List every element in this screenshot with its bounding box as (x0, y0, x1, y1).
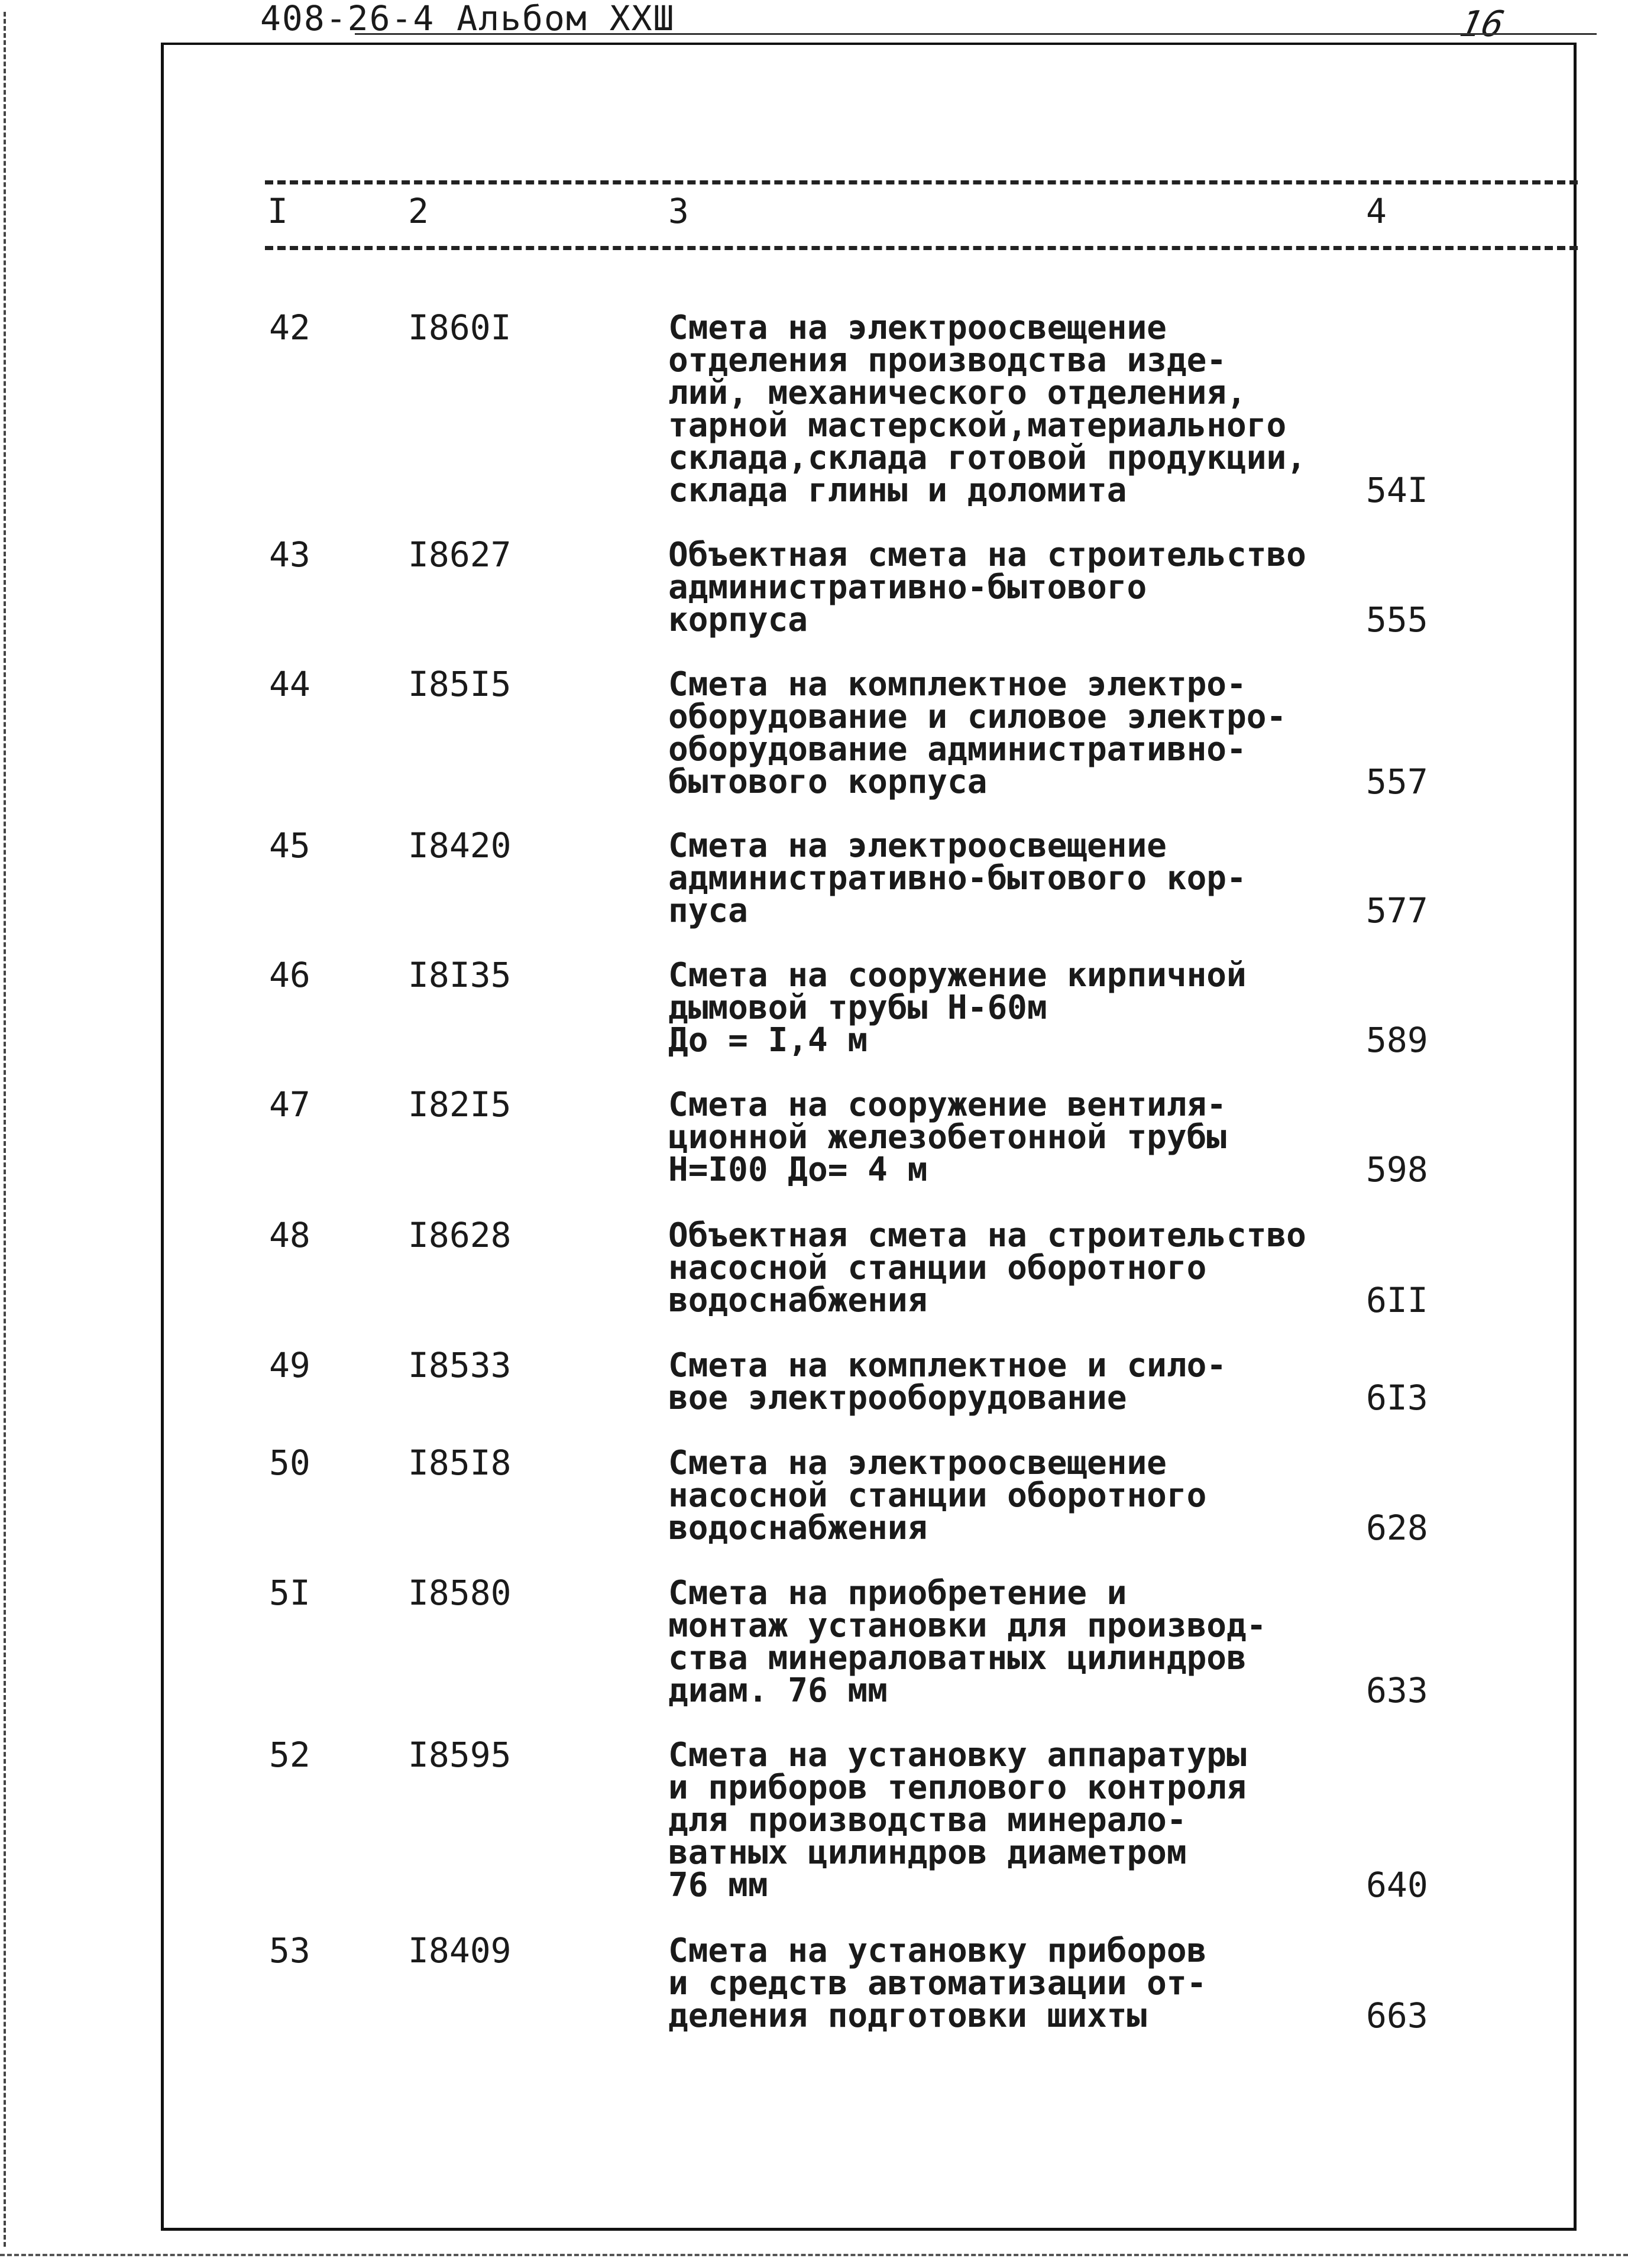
estimate-description: Смета на комплектное электро- оборудование и силовое электро- оборудование административно- бытового корпуса (668, 665, 1287, 801)
page-reference: 557 (1366, 762, 1428, 802)
column-header-1: I (267, 191, 288, 231)
page-reference: 54I (1366, 470, 1428, 510)
estimate-code: I85I5 (408, 664, 512, 704)
row-number: 53 (269, 1930, 310, 1971)
estimate-description: Смета на электроосвещение насосной станции оборотного водоснабжения (668, 1444, 1207, 1547)
estimate-code: I8580 (408, 1573, 512, 1613)
estimate-code: I8409 (408, 1930, 512, 1971)
estimate-code: I82I5 (408, 1084, 512, 1125)
estimate-description: Объектная смета на строительство насосной станции оборотного водоснабжения (668, 1216, 1306, 1320)
row-number: 43 (269, 534, 310, 575)
page-reference: 555 (1366, 600, 1428, 640)
page-reference: 633 (1366, 1670, 1428, 1710)
page-reference: 6I3 (1366, 1378, 1428, 1418)
estimate-description: Смета на приобретение и монтаж установки для производ- ства минераловатных цилиндров диам. 76 мм (668, 1574, 1267, 1710)
page-reference: 640 (1366, 1865, 1428, 1905)
row-number: 49 (269, 1345, 310, 1385)
estimate-description: Смета на установку аппаратуры и приборов теплового контроля для производства минерало- ватных цилиндров диаметром 76 мм (668, 1736, 1247, 1904)
table-top-rule (265, 180, 1578, 184)
bottom-edge-dashes (0, 2254, 1628, 2256)
row-number: 5I (269, 1573, 310, 1613)
estimate-code: I8533 (408, 1345, 512, 1385)
column-header-2: 2 (408, 191, 429, 231)
album-reference: 408-26-4 Альбом ХХШ (260, 0, 675, 38)
estimate-description: Объектная смета на строительство административно-бытового корпуса (668, 536, 1306, 639)
estimate-code: I8I35 (408, 955, 512, 995)
estimate-code: I8627 (408, 534, 512, 575)
estimate-code: I8628 (408, 1215, 512, 1255)
page-reference: 577 (1366, 890, 1428, 931)
row-number: 46 (269, 955, 310, 995)
column-header-3: 3 (668, 191, 689, 231)
estimate-description: Смета на сооружение вентиля- ционной железобетонной трубы Н=I00 До= 4 м (668, 1086, 1227, 1189)
estimate-code: I8420 (408, 825, 512, 866)
header-rule (355, 33, 1597, 35)
sheet-number: 16 (1456, 4, 1508, 45)
estimate-description: Смета на сооружение кирпичной дымовой трубы Н-60м До = I,4 м (668, 956, 1247, 1060)
estimate-description: Смета на комплектное и сило- вое электрооборудование (668, 1346, 1227, 1417)
estimate-code: I8595 (408, 1735, 512, 1775)
column-header-4: 4 (1366, 191, 1387, 231)
row-number: 50 (269, 1443, 310, 1483)
table-header-rule (265, 246, 1578, 250)
binding-edge-dashes (4, 12, 6, 2247)
page-reference: 663 (1366, 1995, 1428, 2036)
page-reference: 589 (1366, 1020, 1428, 1060)
row-number: 52 (269, 1735, 310, 1775)
estimate-description: Смета на электроосвещение административно-бытового кор- пуса (668, 827, 1247, 930)
row-number: 45 (269, 825, 310, 866)
row-number: 48 (269, 1215, 310, 1255)
row-number: 42 (269, 307, 310, 348)
estimate-code: I860I (408, 307, 512, 348)
page-reference: 628 (1366, 1508, 1428, 1548)
estimate-description: Смета на установку приборов и средств автоматизации от- деления подготовки шихты (668, 1932, 1207, 2035)
estimate-description: Смета на электроосвещение отделения производства изде- лий, механического отделения, тарной мастерской,материального склада,склада готовой продукции, склада глины и доломита (668, 309, 1306, 510)
row-number: 47 (269, 1084, 310, 1125)
row-number: 44 (269, 664, 310, 704)
page-reference: 598 (1366, 1149, 1428, 1190)
estimate-code: I85I8 (408, 1443, 512, 1483)
page-reference: 6II (1366, 1280, 1428, 1320)
